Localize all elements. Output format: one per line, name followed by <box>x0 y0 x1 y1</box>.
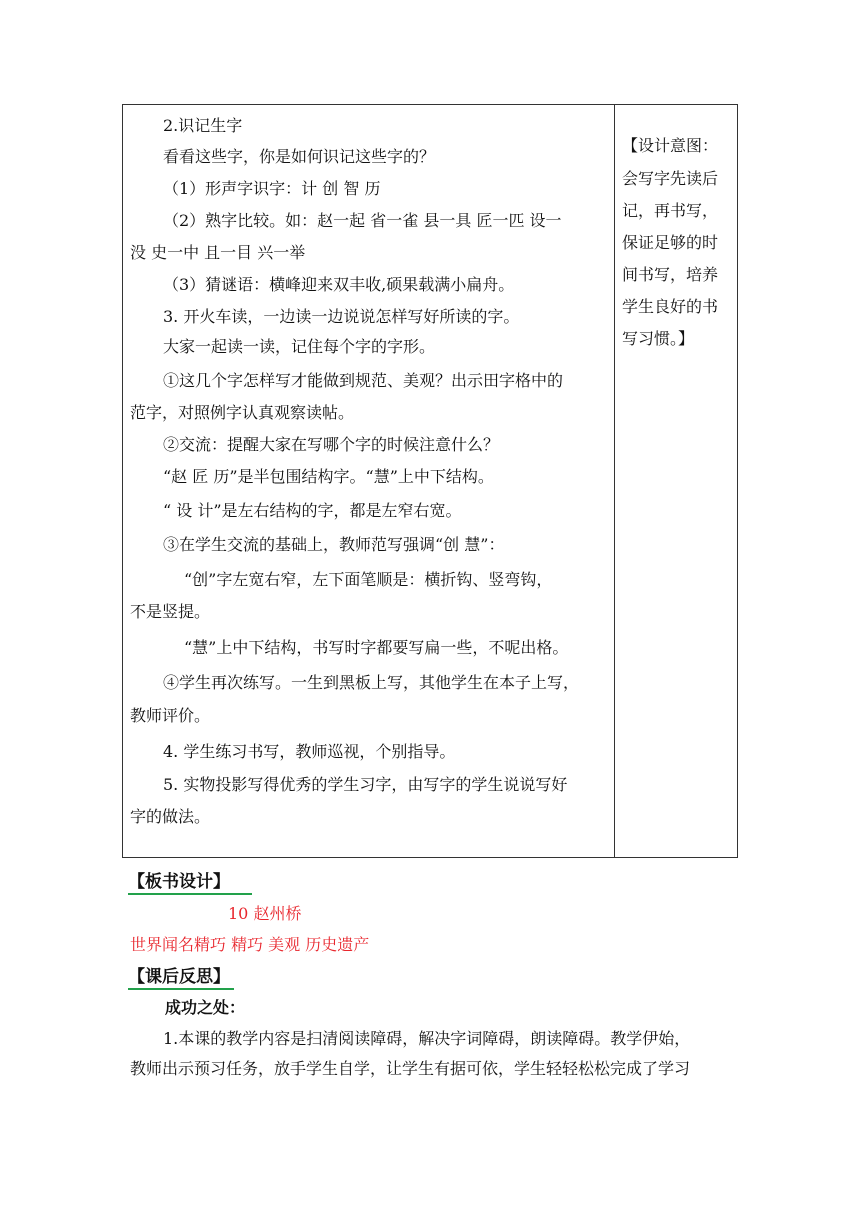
reflection-paragraph-line: 教师出示预习任务，放手学生自学，让学生有据可依，学生轻轻松松完成了学习 <box>130 1059 691 1078</box>
main-line: “慧”上中下结构，书写时字都要写扁一些，不呢出格。 <box>184 638 569 657</box>
main-line: 不是竖提。 <box>130 602 211 621</box>
design-intent-line: 记，再书写， <box>622 201 719 220</box>
main-line: 字的做法。 <box>130 807 211 826</box>
table-column-divider <box>614 104 615 858</box>
reflection-paragraph-line: 1.本课的教学内容是扫清阅读障碍，解决字词障碍，朗读障碍。教学伊始， <box>163 1029 691 1048</box>
main-line: “创”字左宽右窄，左下面笔顺是：横折钩、竖弯钩， <box>184 570 553 589</box>
main-line: 看看这些字，你是如何识记这些字的？ <box>163 147 436 166</box>
main-line: ③在学生交流的基础上，教师范写强调“创 慧”： <box>163 535 505 554</box>
design-intent-line: 会写字先读后 <box>622 169 719 188</box>
reflection-subheading: 成功之处： <box>165 998 246 1017</box>
main-line: （1）形声字识字：计 创 智 历 <box>163 179 381 198</box>
main-line: 教师评价。 <box>130 706 211 725</box>
design-intent-line: 【设计意图： <box>622 136 719 155</box>
main-line: 大家一起读一读，记住每个字的字形。 <box>163 337 436 356</box>
board-design-heading: 【板书设计】 <box>128 872 230 892</box>
main-line: 3. 开火车读，一边读一边说说怎样写好所读的字。 <box>163 307 520 326</box>
main-line: （2）熟字比较。如：赵一起 省一雀 县一具 匠一匹 设一 <box>163 211 562 230</box>
main-line: 没 史一中 且一目 兴一举 <box>130 243 306 262</box>
main-line: 5. 实物投影写得优秀的学生习字，由写字的学生说说写好 <box>163 775 568 794</box>
board-design-underline <box>128 893 252 895</box>
main-line: “ 设 计”是左右结构的字，都是左窄右宽。 <box>163 501 462 520</box>
reflection-heading: 【课后反思】 <box>128 967 230 987</box>
main-line: 4. 学生练习书写，教师巡视，个别指导。 <box>163 742 456 761</box>
main-line: “赵 匠 历”是半包围结构字。“慧”上中下结构。 <box>163 467 494 486</box>
design-intent-line: 学生良好的书 <box>622 297 719 316</box>
board-design-title: 10 赵州桥 <box>228 904 302 923</box>
board-design-keywords: 世界闻名精巧 精巧 美观 历史遗产 <box>130 935 370 954</box>
main-line: 2.识记生字 <box>163 116 243 135</box>
main-line: （3）猜谜语：横峰迎来双丰收,硕果载满小扁舟。 <box>163 275 515 294</box>
main-line: ④学生再次练写。一生到黑板上写，其他学生在本子上写， <box>163 673 580 692</box>
reflection-underline <box>128 988 234 990</box>
main-line: 范字，对照例字认真观察读帖。 <box>130 403 355 422</box>
design-intent-line: 间书写，培养 <box>622 265 719 284</box>
main-line: ②交流：提醒大家在写哪个字的时候注意什么？ <box>163 435 500 454</box>
design-intent-line: 写习惯。】 <box>622 329 695 348</box>
main-line: ①这几个字怎样写才能做到规范、美观？出示田字格中的 <box>163 371 564 390</box>
design-intent-line: 保证足够的时 <box>622 233 719 252</box>
